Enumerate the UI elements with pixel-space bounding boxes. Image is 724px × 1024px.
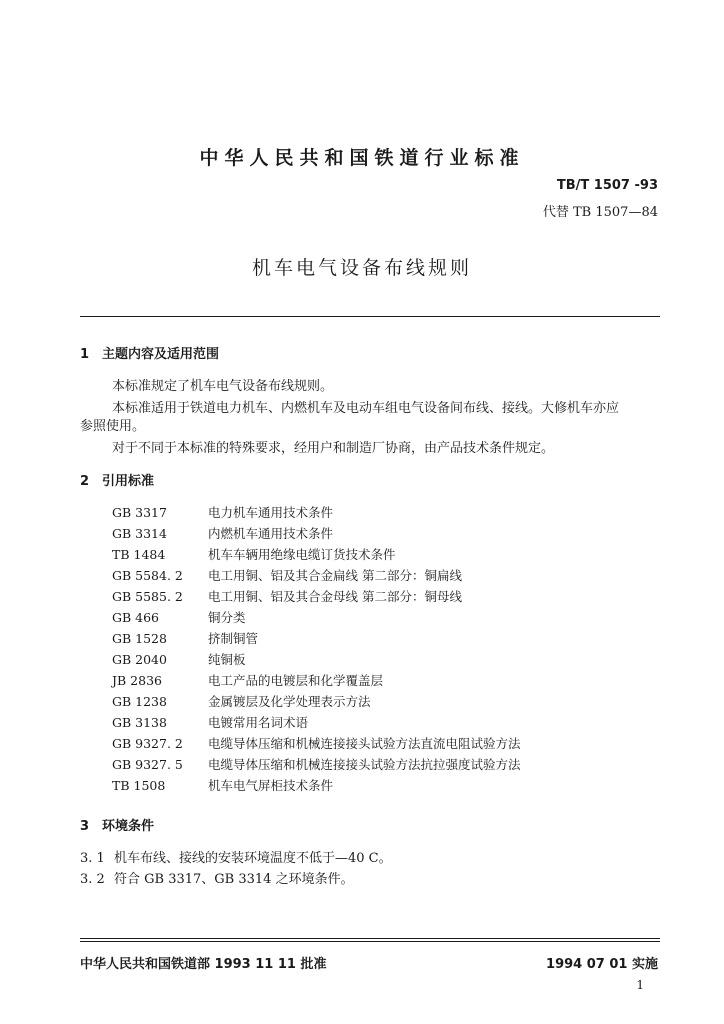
section-3-heading: [80, 815, 154, 834]
standard-number: TB/T 1507 -93: [556, 178, 658, 193]
reference-title: 金属镀层及化学处理表示方法: [208, 694, 371, 709]
reference-title: 电缆导体压缩和机械连接接头试验方法抗拉强度试验方法: [208, 757, 521, 772]
reference-title: 电工用铜、铝及其合金母线 第二部分：铜母线: [208, 589, 462, 604]
reference-item: [112, 524, 333, 542]
footer-divider: [80, 941, 660, 942]
reference-title: 挤制铜管: [208, 631, 259, 646]
approval-line: 中华人民共和国铁道部 1993 11 11 批准: [80, 957, 327, 972]
reference-item: [112, 650, 246, 668]
clause-3-1: [80, 847, 392, 866]
reference-code: GB 9327. 5: [112, 757, 183, 772]
document-title: 机车电气设备布线规则: [251, 257, 472, 279]
reference-code: GB 1528: [112, 631, 167, 646]
clause-3-2: [80, 868, 354, 887]
section-title: 环境条件: [102, 819, 155, 834]
clause-text: 机车布线、接线的安装环境温度不低于—40 C。: [114, 851, 392, 866]
reference-item: [112, 566, 462, 584]
reference-title: 电工产品的电镀层和化学覆盖层: [208, 673, 384, 688]
reference-item: [112, 629, 258, 647]
reference-code: GB 466: [112, 610, 160, 625]
reference-title: 纯铜板: [208, 652, 246, 667]
reference-item: [112, 587, 462, 605]
reference-title: 电力机车通用技术条件: [208, 505, 334, 520]
reference-code: GB 5585. 2: [112, 589, 183, 604]
section-number: 3: [80, 819, 90, 834]
reference-item: [112, 734, 521, 752]
reference-item: [112, 713, 308, 731]
reference-title: 铜分类: [208, 610, 246, 625]
reference-code: TB 1508: [112, 778, 166, 793]
section-number: 2: [80, 474, 90, 489]
clause-number: 3. 1: [80, 851, 105, 866]
footer-divider: [80, 938, 660, 939]
reference-item: [112, 503, 333, 521]
reference-title: 机车车辆用绝缘电缆订货技术条件: [208, 547, 396, 562]
section-title: 引用标准: [102, 474, 155, 489]
section-number: 1: [80, 347, 90, 362]
reference-code: GB 9327. 2: [112, 736, 183, 751]
implementation-date: 1994 07 01 实施: [546, 957, 658, 972]
paragraph: 本标准规定了机车电气设备布线规则。: [112, 379, 334, 394]
reference-code: GB 3317: [112, 505, 167, 520]
reference-item: [112, 776, 333, 794]
paragraph: 本标准适用于铁道电力机车、内燃机车及电动车组电气设备间布线、接线。大修机车亦应: [112, 401, 620, 416]
reference-title: 电工用铜、铝及其合金扁线 第二部分：铜扁线: [208, 568, 462, 583]
paragraph-continuation: 参照使用。: [80, 419, 146, 434]
replaces-standard: 代替 TB 1507—84: [542, 205, 658, 220]
reference-code: JB 2836: [112, 673, 162, 688]
reference-code: TB 1484: [112, 547, 166, 562]
standard-org-title: 中华人民共和国铁道行业标准: [199, 147, 525, 169]
reference-item: [112, 608, 246, 626]
section-1-heading: [80, 343, 219, 362]
title-divider: [80, 316, 660, 317]
reference-item: [112, 692, 371, 710]
reference-title: 电缆导体压缩和机械连接接头试验方法直流电阻试验方法: [208, 736, 521, 751]
clause-number: 3. 2: [80, 872, 105, 887]
reference-code: GB 1238: [112, 694, 167, 709]
reference-title: 内燃机车通用技术条件: [208, 526, 334, 541]
reference-title: 电镀常用名词术语: [208, 715, 309, 730]
reference-title: 机车电气屏柜技术条件: [208, 778, 334, 793]
reference-item: [112, 545, 396, 563]
reference-code: GB 3138: [112, 715, 167, 730]
reference-item: [112, 671, 383, 689]
clause-text: 符合 GB 3317、GB 3314 之环境条件。: [114, 872, 354, 887]
page-number: 1: [636, 978, 644, 992]
reference-code: GB 3314: [112, 526, 167, 541]
paragraph: 对于不同于本标准的特殊要求，经用户和制造厂协商，由产品技术条件规定。: [112, 441, 555, 456]
reference-item: [112, 755, 521, 773]
section-title: 主题内容及适用范围: [102, 347, 220, 362]
section-2-heading: [80, 470, 154, 489]
reference-code: GB 2040: [112, 652, 167, 667]
reference-code: GB 5584. 2: [112, 568, 183, 583]
